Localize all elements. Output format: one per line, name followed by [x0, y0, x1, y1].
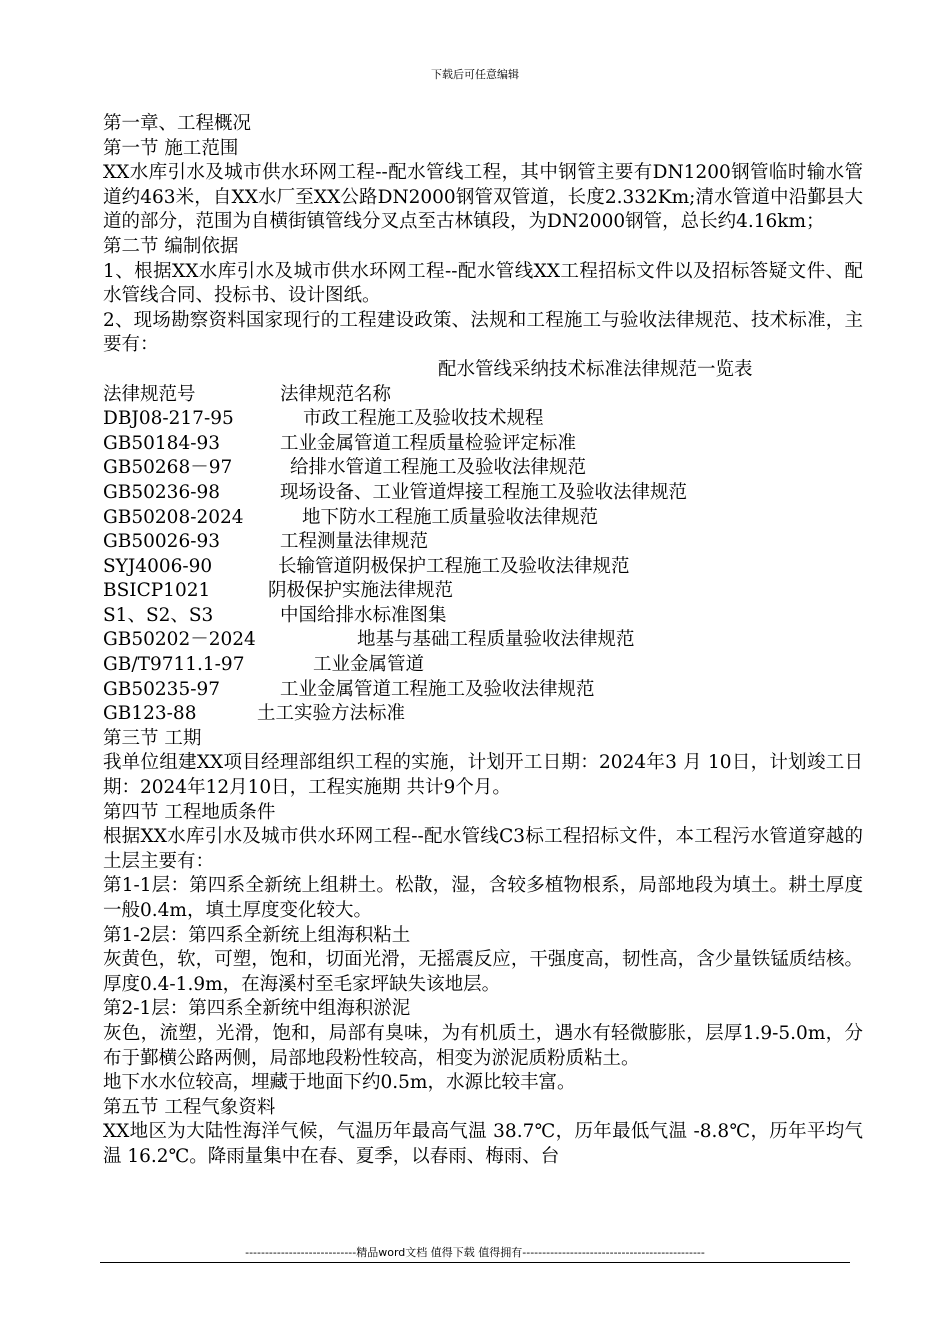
chapter-title: 第一章、工程概况: [103, 113, 252, 134]
standard-name: 地下防水工程施工质量验收法律规范: [302, 506, 599, 528]
standard-code: GB50235-97: [103, 678, 221, 700]
standard-name: 土工实验方法标准: [257, 703, 406, 725]
basis-item-1: 1、根据XX水库引水及城市供水环网工程--配水管线XX工程招标文件以及招标答疑文件、配水管线合同、投标书、设计图纸。: [103, 260, 863, 307]
table-row: [103, 628, 863, 653]
basis-item-2: 2、现场勘察资料国家现行的工程建设政策、法规和工程施工与验收法律规范、技术标准，主要有：: [103, 309, 863, 356]
standard-name: 工程测量法律规范: [280, 531, 429, 553]
standards-table-title: 配水管线采纳技术标准法律规范一览表: [438, 358, 753, 380]
section-heading-geology: 第四节 工程地质条件: [103, 801, 276, 823]
standards-table: [103, 383, 863, 727]
standard-code: GB123-88: [103, 703, 197, 725]
groundwater-paragraph: 地下水水位较高，埋藏于地面下约0.5m，水源比较丰富。: [103, 1072, 576, 1094]
document-body: [103, 112, 863, 1170]
standard-name: 市政工程施工及验收技术规程: [303, 408, 544, 430]
section-heading-scope: 第一节 施工范围: [103, 137, 239, 159]
standard-code: GB/T9711.1-97: [103, 654, 245, 676]
standard-name: 工业金属管道工程施工及验收法律规范: [280, 678, 595, 700]
table-row: [103, 506, 863, 531]
standard-code: GB50208-2024: [103, 506, 244, 528]
table-row: [103, 481, 863, 506]
layer-2-1-description: 灰色，流塑，光滑，饱和，局部有臭味，为有机质土，遇水有轻微膨胀，层厚1.9-5.0m，分布于鄞横公路两侧，局部地段粉性较高，相变为淤泥质粉质粘土。: [103, 1022, 863, 1069]
table-row: [103, 456, 863, 481]
section-heading-climate: 第五节 工程气象资料: [103, 1096, 276, 1118]
standard-code: DBJ08-217-95: [103, 408, 234, 430]
standard-name: 地基与基础工程质量验收法律规范: [357, 629, 635, 651]
table-row: [103, 702, 863, 727]
geology-intro: 根据XX水库引水及城市供水环网工程--配水管线C3标工程招标文件，本工程污水管道穿越的土层主要有：: [103, 826, 863, 872]
table-row: [103, 579, 863, 604]
standards-table-header: [103, 383, 863, 408]
layer-1-2-description: 灰黄色，软，可塑，饱和，切面光滑，无摇震反应，干强度高，韧性高，含少量铁锰质结核。厚度0.4-1.9m，在海溪村至毛家坪缺失该地层。: [103, 949, 863, 995]
table-row: [103, 555, 863, 580]
standard-code: GB50268－97: [103, 457, 233, 479]
standard-code: GB50236-98: [103, 481, 221, 503]
header-name: 法律规范名称: [280, 383, 392, 405]
section-heading-basis: 第二节 编制依据: [103, 235, 239, 257]
standard-code: SYJ4006-90: [103, 555, 213, 577]
standard-name: 阴极保护实施法律规范: [268, 580, 454, 602]
standard-name: 中国给排水标准图集: [280, 604, 447, 626]
schedule-paragraph: 我单位组建XX项目经理部组织工程的实施，计划开工日期：2024年3 月 10日，计划竣工日期：2024年12月10日，工程实施期 共计9个月。: [103, 752, 863, 799]
climate-paragraph: XX地区为大陆性海洋气候，气温历年最高气温 38.7℃，历年最低气温 -8.8℃，历年平均气温 16.2℃。降雨量集中在春、夏季，以春雨、梅雨、台: [103, 1121, 863, 1167]
header-note: 下载后可任意编辑: [431, 68, 519, 81]
footer-divider: [100, 1262, 850, 1263]
standard-name: 工业金属管道: [313, 654, 425, 676]
standard-code: BSICP1021: [103, 580, 211, 602]
table-row: [103, 678, 863, 703]
standard-code: S1、S2、S3: [103, 604, 214, 626]
table-row: [103, 432, 863, 457]
scope-paragraph: XX水库引水及城市供水环网工程--配水管线工程，其中钢管主要有DN1200钢管临时输水管道约463米，自XX水厂至XX公路DN2000钢管双管道，长度2.332Km;清水管道中沿鄞县大道的部分，范围为自横街镇管线分叉点至古林镇段，为DN2000钢管，总长约4.16km；: [103, 162, 863, 233]
standard-name: 现场设备、工业管道焊接工程施工及验收法律规范: [280, 481, 688, 503]
standard-code: GB50026-93: [103, 531, 221, 553]
layer-2-1-heading: 第2-1层：第四系全新统中组海积淤泥: [103, 998, 411, 1020]
standard-name: 工业金属管道工程质量检验评定标准: [280, 432, 577, 454]
standard-code: GB50184-93: [103, 432, 221, 454]
layer-1-1: 第1-1层：第四系全新统上组耕土。松散，湿，含较多植物根系，局部地段为填土。耕土厚度一般0.4m，填土厚度变化较大。: [103, 875, 863, 921]
standard-name: 长输管道阴极保护工程施工及验收法律规范: [278, 555, 630, 577]
layer-1-2-heading: 第1-2层：第四系全新统上组海积粘土: [103, 924, 411, 946]
footer-note: ----------------------------精品word文档 值得下载 值得拥有----------------------------------------------: [245, 1246, 705, 1259]
table-row: [103, 407, 863, 432]
standard-name: 给排水管道工程施工及验收法律规范: [290, 457, 587, 479]
table-row: [103, 530, 863, 555]
section-heading-schedule: 第三节 工期: [103, 727, 202, 749]
table-row: [103, 604, 863, 629]
header-code: 法律规范号: [103, 383, 196, 405]
standard-code: GB50202－2024: [103, 629, 256, 651]
table-row: [103, 653, 863, 678]
